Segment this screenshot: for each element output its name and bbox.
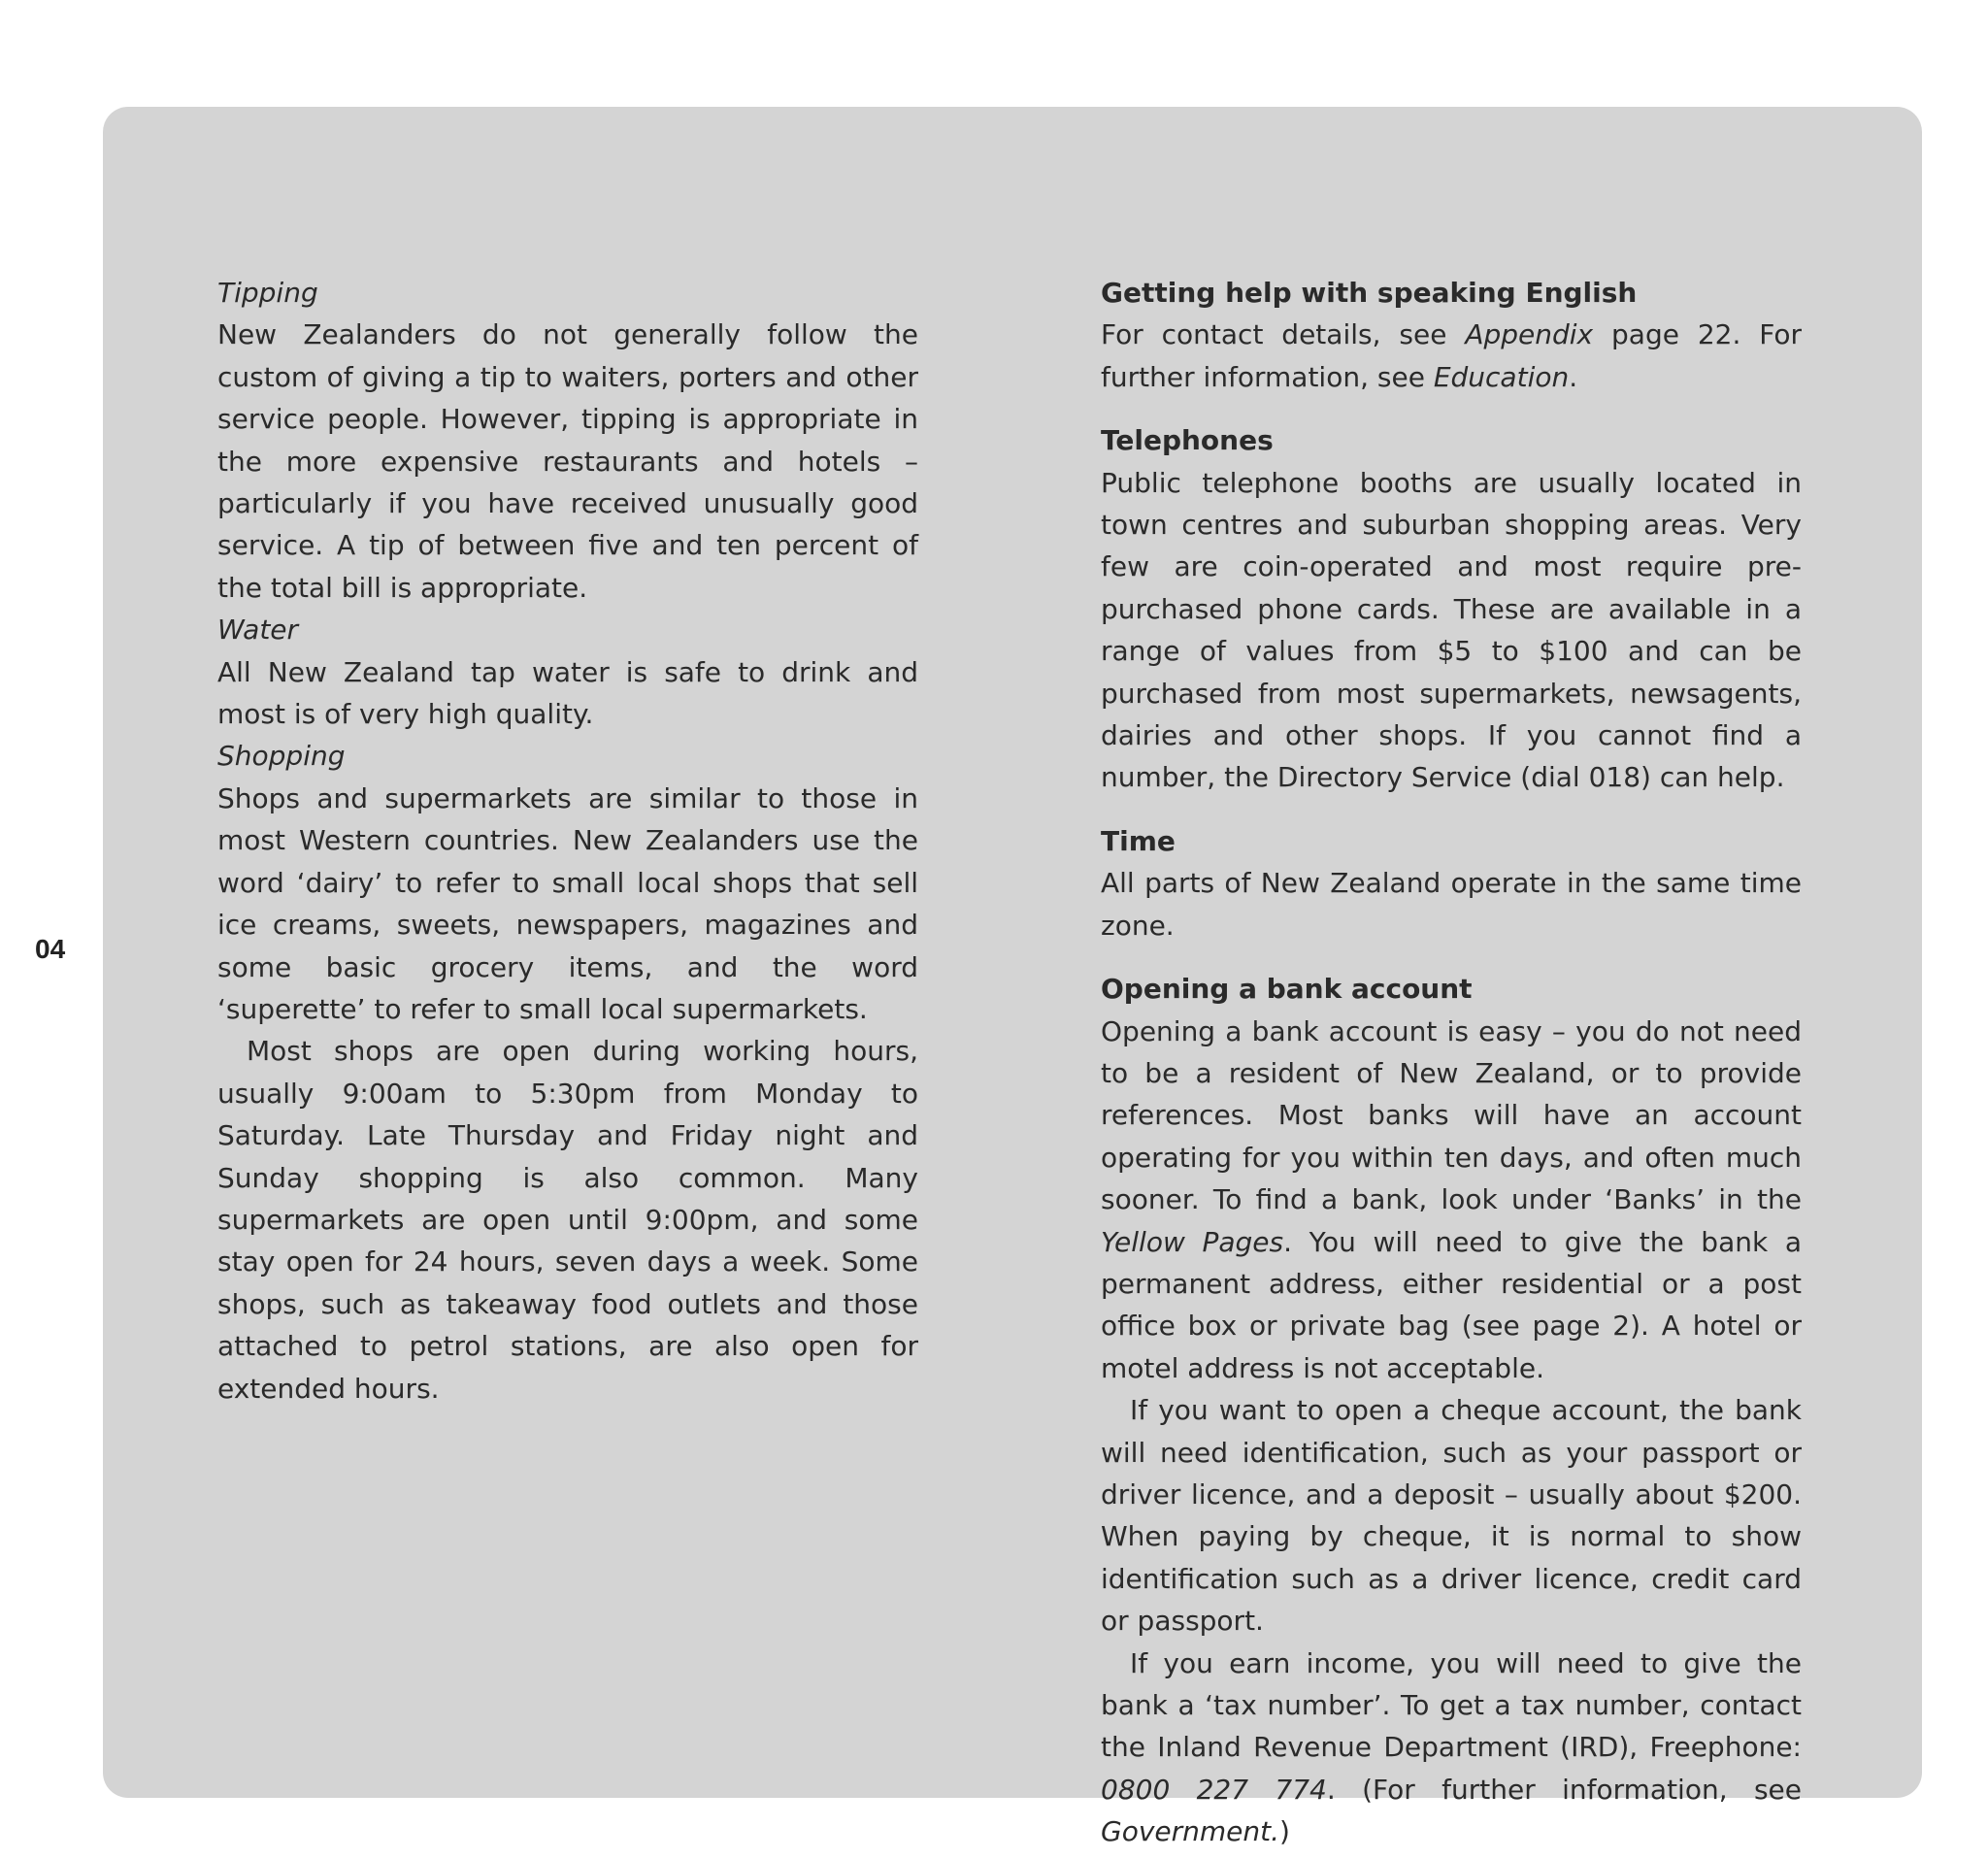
yellow-pages-reference: Yellow Pages <box>1101 1225 1284 1258</box>
government-reference: Government. <box>1101 1815 1280 1848</box>
tipping-heading: Tipping <box>217 277 318 309</box>
telephones-heading: Telephones <box>1101 424 1274 457</box>
english-help-paragraph: For contact details, see Appendix page 22. For further information, see Education. <box>1101 318 1803 393</box>
english-help-heading: Getting help with speaking English <box>1101 277 1638 309</box>
tipping-paragraph: New Zealanders do not generally follow the custom of giving a tip to waiters, porters and other service people. However, tipping is appropriate in the more expensive restaurants and hotels – particularly if you have received unusually good service. A tip of between five and ten percent of the total bill is appropriate. <box>217 318 918 604</box>
left-column <box>217 272 918 1410</box>
freephone-number: 0800 227 774 <box>1101 1773 1327 1806</box>
education-reference: Education <box>1433 360 1570 393</box>
water-paragraph: All New Zealand tap water is safe to drink and most is of very high quality. <box>217 655 918 731</box>
bank-account-heading: Opening a bank account <box>1101 973 1473 1006</box>
appendix-reference: Appendix <box>1465 318 1594 351</box>
water-heading: Water <box>217 614 299 647</box>
right-column <box>1101 272 1802 1853</box>
bank-paragraph-3: If you earn income, you will need to give the bank a ‘tax number’. To get a tax number, contact the Inland Revenue Department (IRD), Freephone: 0800 227 774. (For further information, see Government.) <box>1101 1646 1803 1848</box>
page-number: 04 <box>35 934 66 964</box>
bank-paragraph-1: Opening a bank account is easy – you do not need to be a resident of New Zealand, or to provide references. Most banks will have an account operating for you within ten days, and often much sooner. To find a bank, look under ‘Banks’ in the Yellow Pages. You will need to give the bank a permanent address, either residential or a post office box or private bag (see page 2). A hotel or motel address is not acceptable. <box>1101 1014 1802 1384</box>
shopping-paragraph-2: Most shops are open during working hours, usually 9:00am to 5:30pm from Monday to Saturday. Late Thursday and Friday night and Sunday shopping is also common. Many supermarkets are open until 9:00pm, and some stay open for 24 hours, seven days a week. Some shops, such as takeaway food outlets and those attached to petrol stations, are also open for extended hours. <box>217 1035 918 1405</box>
shopping-paragraph-1: Shops and supermarkets are similar to those in most Western countries. New Zealanders use the word ‘dairy’ to refer to small local shops that sell ice creams, sweets, newspapers, magazines and some basic grocery items, and the word ‘superette’ to refer to small local supermarkets. <box>217 781 918 1025</box>
bank-paragraph-2: If you want to open a cheque account, the bank will need identification, such as your passport or driver licence, and a deposit – usually about $200. When paying by cheque, it is normal to show identification such as a driver licence, credit card or passport. <box>1101 1394 1802 1638</box>
time-paragraph: All parts of New Zealand operate in the same time zone. <box>1101 867 1802 942</box>
time-heading: Time <box>1101 824 1176 857</box>
shopping-heading: Shopping <box>217 740 346 773</box>
telephones-paragraph: Public telephone booths are usually located in town centres and suburban shopping areas. Very few are coin-operated and most require pre-purchased phone cards. These are available in a range of values from $5 to $100 and can be purchased from most supermarkets, newsagents, dairies and other shops. If you cannot find a number, the Directory Service (dial 018) can help. <box>1101 466 1802 794</box>
